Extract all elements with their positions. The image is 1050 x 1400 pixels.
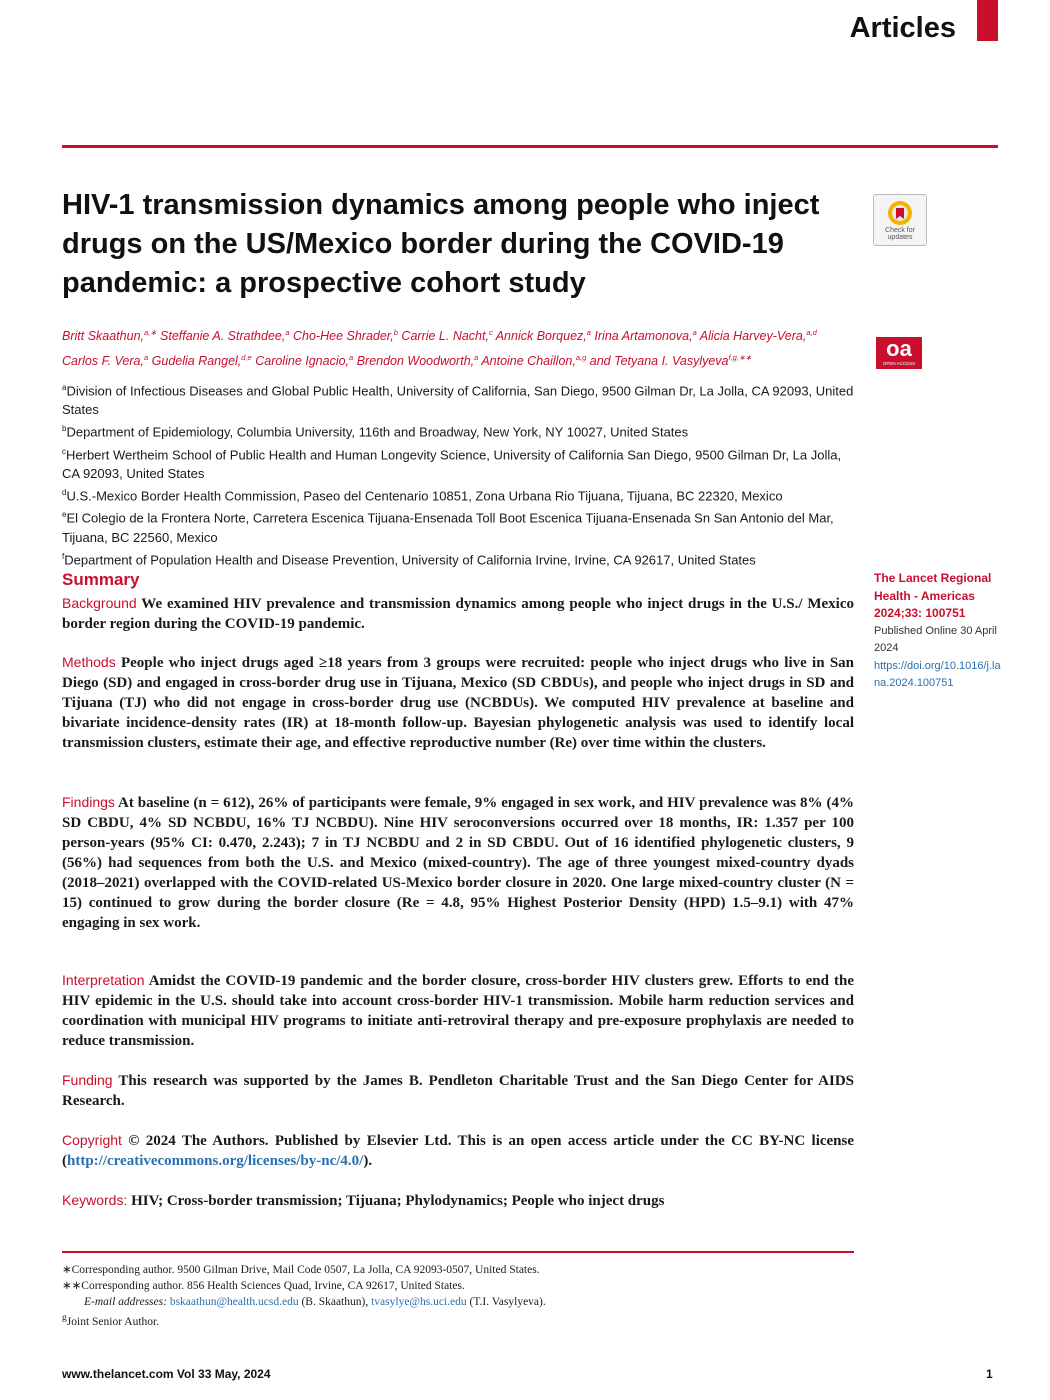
abstract-copyright <box>62 1130 854 1171</box>
copyright-text: © 2024 The Authors. Published by Elsevier Ltd. This is an open access article under the CC BY-NC license ( <box>62 1133 855 1169</box>
affiliation-key: e <box>62 510 67 520</box>
author-affiliation-marker: f,g,∗∗ <box>728 353 752 363</box>
joint-senior-text: Joint Senior Author. <box>66 1315 160 1328</box>
oa-logo-subtext: OPEN ACCESS <box>882 361 916 366</box>
check-for-updates-badge[interactable] <box>873 194 927 246</box>
author-name[interactable]: Caroline Ignacio, <box>255 354 350 369</box>
published-date: Published Online 30 April 2024 <box>874 624 997 654</box>
doi-link[interactable]: https://doi.org/10.1016/j.lana.2024.100751 <box>874 659 1001 689</box>
abstract-interpretation <box>62 970 854 1051</box>
footnote-rule <box>62 1251 854 1253</box>
affiliations <box>62 378 862 569</box>
author-name[interactable]: Britt Skaathun, <box>62 329 144 344</box>
author-affiliation-marker: a,g <box>575 353 587 363</box>
affiliation-text: Herbert Wertheim School of Public Health and Human Longevity Science, University of California San Diego, 9500 Gilman Dr, La Jolla, CA 92093, United States <box>62 446 842 481</box>
joint-senior-note <box>62 1310 862 1330</box>
author-affiliation-marker: a <box>143 353 149 363</box>
author-name[interactable]: Steffanie A. Strathdee, <box>160 329 286 344</box>
journal-info <box>874 570 1004 693</box>
interpretation-text: Amidst the COVID-19 pandemic and the border closure, cross-border HIV clusters grew. Efforts to end the HIV epidemic in the U.S. should take into account cross-border HIV-1 transmission. Mobile harm reduction services and coordination with municipal HIV programs to initiate anti-retroviral therapy and pre-exposure prophylaxis are needed to reduce transmission. <box>62 973 854 1049</box>
journal-name: The Lancet Regional Health - Americas 2024;33: 100751 <box>874 571 992 620</box>
keywords-text: HIV; Cross-border transmission; Tijuana; Phylodynamics; People who inject drugs <box>131 1193 665 1209</box>
email-addresses <box>62 1294 862 1310</box>
affiliation-item <box>62 547 862 569</box>
abstract-background <box>62 593 854 634</box>
affiliation-text: Department of Population Health and Disease Prevention, University of California Irvine, Irvine, CA 92617, United States <box>64 551 756 567</box>
author-affiliation-marker: a,d <box>806 328 817 337</box>
summary-heading: Summary <box>62 570 140 589</box>
footer-journal-issue: www.thelancet.com Vol 33 May, 2024 <box>62 1367 271 1381</box>
joint-senior-key: g <box>62 1312 67 1323</box>
keywords-label: Keywords: <box>62 1192 128 1208</box>
author-affiliation-marker: a <box>349 353 354 363</box>
author-name[interactable]: Antoine Chaillon, <box>481 354 576 369</box>
email-link-skaathun[interactable]: bskaathun@health.ucsd.edu <box>169 1296 299 1308</box>
affiliation-key: a <box>62 383 67 392</box>
author-affiliation-marker: b <box>393 328 398 337</box>
author-affiliation-marker: d,e <box>241 353 252 363</box>
abstract-keywords <box>62 1190 854 1211</box>
corresponding-author-2: ∗∗Corresponding author. 856 Health Sciences Quad, Irvine, CA 92617, United States. <box>62 1280 465 1292</box>
footnotes <box>62 1262 862 1330</box>
author-name[interactable]: Carlos F. Vera, <box>62 354 144 369</box>
author-name[interactable]: and Tetyana I. Vasylyeva <box>589 354 729 369</box>
header-rule <box>62 145 998 148</box>
funding-text: This research was supported by the James B. Pendleton Charitable Trust and the San Diego Center for AIDS Research. <box>62 1073 855 1109</box>
section-label: Articles <box>849 12 956 44</box>
author-affiliation-marker: a,∗ <box>144 328 157 337</box>
affiliation-key: c <box>62 446 66 456</box>
copyright-close: ). <box>363 1153 373 1169</box>
affiliation-item <box>62 419 862 441</box>
corresponding-author-1: ∗Corresponding author. 9500 Gilman Drive, Mail Code 0507, La Jolla, CA 92093-0507, United States. <box>62 1264 540 1276</box>
author-affiliation-marker: a <box>586 328 591 337</box>
section-color-bar <box>977 0 998 41</box>
author-name[interactable]: Annick Borquez, <box>495 329 587 344</box>
affiliation-text: Division of Infectious Diseases and Global Public Health, University of California, San Diego, 9500 Gilman Dr, La Jolla, CA 92093, United States <box>62 383 854 418</box>
article-title: HIV-1 transmission dynamics among people who inject drugs on the US/Mexico border during the COVID-19 pandemic: a prospective cohort study <box>62 189 820 299</box>
affiliation-text: U.S.-Mexico Border Health Commission, Paseo del Centenario 10851, Zona Urbana Rio Tijuana, Tijuana, BC 22320, Mexico <box>66 488 783 504</box>
author-affiliation-marker: c <box>488 328 493 337</box>
abstract-funding <box>62 1070 854 1111</box>
author-name[interactable]: Alicia Harvey-Vera, <box>699 329 807 344</box>
affiliation-item <box>62 442 862 483</box>
author-list <box>62 322 862 372</box>
check-updates-icon <box>886 199 914 227</box>
open-access-badge <box>876 337 922 369</box>
author-affiliation-marker: a <box>285 328 290 337</box>
author-name[interactable]: Gudelia Rangel, <box>151 354 242 369</box>
page-number: 1 <box>986 1367 993 1381</box>
methods-label: Methods <box>62 654 116 670</box>
findings-label: Findings <box>62 794 115 810</box>
author-name[interactable]: Irina Artamonova, <box>594 329 693 344</box>
copyright-label: Copyright <box>62 1132 122 1148</box>
affiliation-item <box>62 505 862 546</box>
check-updates-label: Check for updates <box>885 227 915 241</box>
email-owner-1: (B. Skaathun), <box>301 1296 369 1308</box>
background-text: We examined HIV prevalence and transmission dynamics among people who inject drugs in the U.S./ Mexico border region during the COVID-19 pandemic. <box>62 596 854 632</box>
email-label: E-mail addresses: <box>84 1296 167 1308</box>
author-affiliation-marker: a <box>692 328 697 337</box>
oa-logo-text: oa <box>886 336 912 361</box>
affiliation-key: b <box>62 424 67 434</box>
author-affiliation-marker: a <box>474 353 479 363</box>
affiliation-item <box>62 483 862 505</box>
email-owner-2: (T.I. Vasylyeva). <box>469 1296 546 1308</box>
author-name[interactable]: Cho-Hee Shrader, <box>293 329 394 344</box>
affiliation-item <box>62 378 862 419</box>
background-label: Background <box>62 595 137 611</box>
author-name[interactable]: Brendon Woodworth, <box>356 354 475 369</box>
funding-label: Funding <box>62 1072 113 1088</box>
interpretation-label: Interpretation <box>62 972 145 988</box>
methods-text: People who inject drugs aged ≥18 years from 3 groups were recruited: people who inject drugs who live in San Diego (SD) and engaged in cross-border drug use in Tijuana, Mexico (SD CBDUs), and people who inject drugs in SD and Tijuana (TJ) who did not engage in cross-border drug use (NCBDUs). We computed HIV prevalence at baseline and bivariate incidence-density rates (IR) at 18-month follow-up. Bayesian phylogenetic analysis was used to identify local transmission clusters, estimate their age, and effective reproductive number (Re) over time within the clusters. <box>62 655 854 751</box>
license-link[interactable]: http://creativecommons.org/licenses/by-nc/4.0/ <box>67 1153 364 1169</box>
affiliation-key: f <box>62 551 65 561</box>
abstract-methods <box>62 652 854 753</box>
affiliation-text: El Colegio de la Frontera Norte, Carretera Escenica Tijuana-Ensenada Toll Boot Escenica Tijuana-Ensenada Sn San Antonio del Mar, Tijuana, BC 22560, Mexico <box>62 510 834 545</box>
author-name[interactable]: Carrie L. Nacht, <box>401 329 489 344</box>
abstract-findings <box>62 792 854 933</box>
affiliation-text: Department of Epidemiology, Columbia University, 116th and Broadway, New York, NY 10027, United States <box>66 424 689 440</box>
email-link-vasylyeva[interactable]: tvasylye@hs.uci.edu <box>371 1296 467 1308</box>
affiliation-key: d <box>62 487 67 497</box>
findings-text: At baseline (n = 612), 26% of participants were female, 9% engaged in sex work, and HIV prevalence was 8% (4% SD CBDU, 4% SD NCBDU, 16% TJ NCBDU). Nine HIV seroconversions occurred over 18 months, IR: 1.357 per 100 person-years (95% CI: 0.470, 2.243); 7 in TJ NCBDU and 2 in SD CBDU. Out of 16 identified phylogenetic clusters, 9 (56%) had sequences from both the U.S. and Mexico (mixed-country). The age of three youngest mixed-country dyads (2018–2021) overlapped with the COVID-related US-Mexico border closure in 2020. One large mixed-country cluster (N = 15) continued to grow during the border closure (Re = 4.8, 95% Highest Posterior Density (HPD) 1.5–9.1) with 47% engaging in sex work. <box>62 795 854 931</box>
